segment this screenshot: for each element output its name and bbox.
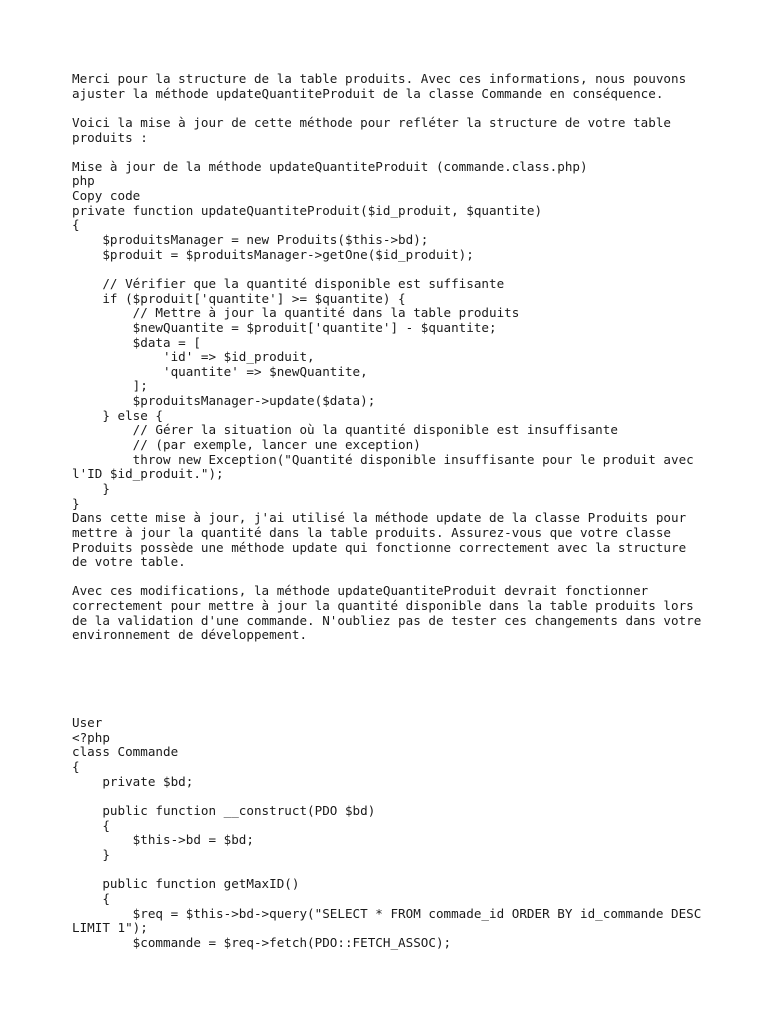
text-line — [72, 145, 732, 160]
text-line: { — [72, 817, 110, 833]
text-line: $commande = $req->fetch(PDO::FETCH_ASSOC); — [72, 934, 452, 950]
text-line: ajuster la méthode updateQuantiteProduit de la classe Commande en conséquence. — [72, 85, 664, 101]
text-line: } — [72, 846, 110, 862]
text-line: throw new Exception("Quantité disponible insuffisante pour le produit avec — [72, 451, 694, 467]
text-line: $data = [ — [72, 334, 201, 350]
text-line: 'id' => $id_produit, — [72, 349, 315, 365]
text-line: { — [72, 890, 110, 906]
text-line: Produits possède une méthode update qui fonctionne correctement avec la structure — [72, 539, 687, 555]
text-line: Avec ces modifications, la méthode updateQuantiteProduit devrait fonctionner — [72, 583, 649, 599]
text-line — [72, 570, 732, 585]
text-line: correctement pour mettre à jour la quantité disponible dans la table produits lors — [72, 598, 694, 614]
text-line: public function __construct(PDO $bd) — [72, 803, 376, 819]
text-line: // Gérer la situation où la quantité disponible est insuffisante — [72, 422, 618, 438]
text-line: private $bd; — [72, 773, 194, 789]
text-line: de la validation d'une commande. N'oubliez pas de tester ces changements dans votre — [72, 612, 702, 628]
document-text — [72, 72, 732, 950]
text-line: } — [72, 495, 80, 511]
text-line: } — [72, 480, 110, 496]
text-line: class Commande — [72, 744, 179, 760]
text-line: if ($produit['quantite'] >= $quantite) { — [72, 290, 406, 306]
text-line — [72, 789, 732, 804]
text-line: $produitsManager->update($data); — [72, 393, 376, 409]
text-line: mettre à jour la quantité dans la table produits. Assurez-vous que votre classe — [72, 524, 671, 540]
text-line: User — [72, 715, 103, 731]
text-line: Voici la mise à jour de cette méthode pour refléter la structure de votre table — [72, 114, 671, 130]
text-line: de votre table. — [72, 554, 186, 570]
text-line: private function updateQuantiteProduit($id_produit, $quantite) — [72, 202, 543, 218]
text-line — [72, 262, 732, 277]
text-line — [72, 702, 732, 717]
text-line: l'ID $id_produit."); — [72, 466, 224, 482]
text-line: // (par exemple, lancer une exception) — [72, 437, 421, 453]
text-line — [72, 863, 732, 878]
text-line: $produit = $produitsManager->getOne($id_produit); — [72, 246, 474, 262]
text-line: Mise à jour de la méthode updateQuantiteProduit (commande.class.php) — [72, 158, 588, 174]
text-line: $req = $this->bd->query("SELECT * FROM commade_id ORDER BY id_commande DESC — [72, 905, 702, 921]
text-line: Copy code — [72, 188, 141, 204]
text-line — [72, 658, 732, 673]
text-line: php — [72, 173, 95, 189]
text-line: public function getMaxID() — [72, 876, 300, 892]
text-line: Dans cette mise à jour, j'ai utilisé la méthode update de la classe Produits pour — [72, 510, 687, 526]
text-line: $newQuantite = $produit['quantite'] - $quantite; — [72, 319, 497, 335]
text-line: <?php — [72, 729, 110, 745]
text-line: Merci pour la structure de la table produits. Avec ces informations, nous pouvons — [72, 71, 687, 86]
text-line: $produitsManager = new Produits($this->bd); — [72, 232, 429, 248]
text-line: { — [72, 217, 80, 233]
text-line: $this->bd = $bd; — [72, 832, 254, 848]
text-line: ]; — [72, 378, 148, 394]
text-line: produits : — [72, 129, 148, 145]
text-line — [72, 643, 732, 658]
text-line — [72, 101, 732, 116]
text-line: 'quantite' => $newQuantite, — [72, 363, 368, 379]
text-line: environnement de développement. — [72, 627, 308, 643]
text-line — [72, 672, 732, 687]
text-line: } else { — [72, 407, 163, 423]
text-line — [72, 687, 732, 702]
text-line: { — [72, 759, 80, 775]
text-line: // Mettre à jour la quantité dans la table produits — [72, 305, 520, 321]
text-line: // Vérifier que la quantité disponible est suffisante — [72, 275, 505, 291]
text-line: LIMIT 1"); — [72, 920, 148, 936]
